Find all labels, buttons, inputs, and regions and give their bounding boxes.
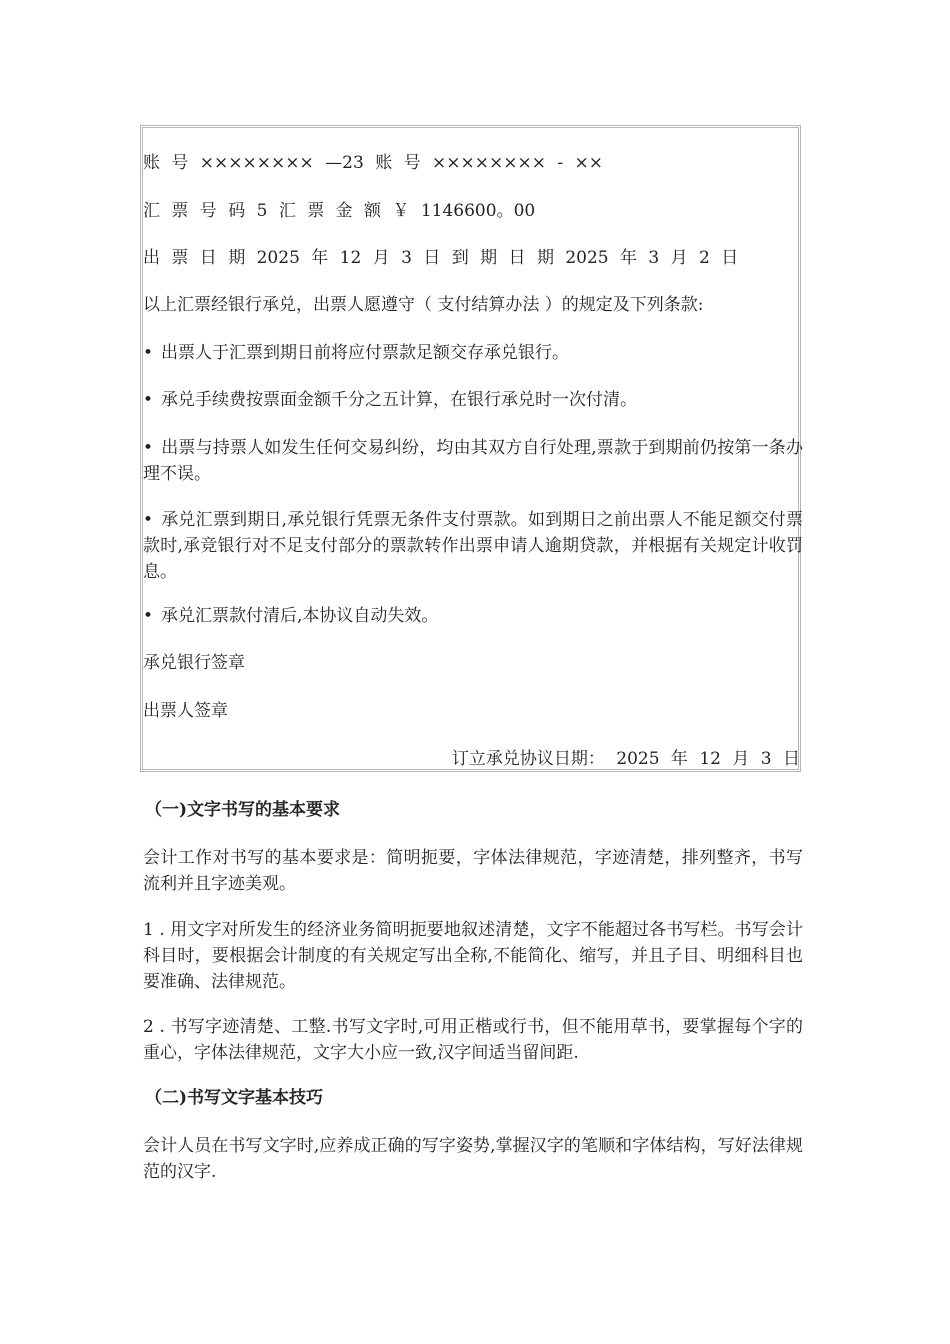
- bullet-icon: •: [143, 390, 154, 410]
- bullet-icon: •: [143, 606, 154, 626]
- section1-intro: 会计工作对书写的基本要求是：简明扼要，字体法律规范，字迹清楚，排列整齐，书写流利并且字迹美观。: [143, 848, 803, 894]
- clause-text: 出票与持票人如发生任何交易纠纷，均由其双方自行处理,票款于到期前仍按第一条办理不误。: [143, 438, 803, 484]
- bullet-icon: •: [143, 343, 154, 363]
- clause-text: 承兑汇票到期日,承兑银行凭票无条件支付票款。如到期日之前出票人不能足额交付票款时,承竞银行对不足支付部分的票款转作出票申请人逾期贷款，并根据有关规定计收罚息。: [143, 510, 803, 582]
- clause-2: [143, 387, 803, 413]
- clause-5: [143, 603, 803, 629]
- drawer-seal-label: 出票人签章: [143, 701, 228, 721]
- section1-item-1: 1 . 用文字对所发生的经济业务简明扼要地叙述清楚，文字不能超过各书写栏。书写会计科目时，要根据会计制度的有关规定写出全称,不能简化、缩写，并且子目、明细科目也要准确、法律规范。: [143, 920, 803, 992]
- clause-3: [143, 435, 803, 487]
- issue-date-line: 出 票 日 期 2025 年 12 月 3 日 到 期 日 期 2025 年 3 月 2 日: [143, 248, 739, 268]
- clause-text: 承兑手续费按票面金额千分之五计算，在银行承兑时一次付清。: [161, 390, 637, 410]
- bank-seal-label: 承兑银行签章: [143, 653, 245, 673]
- bullet-icon: •: [143, 438, 154, 458]
- terms-intro: 以上汇票经银行承兑，出票人愿遵守（ 支付结算办法 ）的规定及下列条款:: [143, 295, 704, 315]
- account-line: 账 号 ×××××××× —23 账 号 ×××××××× - ××: [143, 153, 604, 173]
- clause-text: 出票人于汇票到期日前将应付票款足额交存承兑银行。: [161, 343, 569, 363]
- clause-1: [143, 340, 803, 366]
- section-heading-1: （一)文字书写的基本要求: [145, 800, 341, 820]
- clause-text: 承兑汇票款付清后,本协议自动失效。: [161, 606, 439, 626]
- section-heading-2: （二)书写文字基本技巧: [145, 1088, 324, 1108]
- section2-body: 会计人员在书写文字时,应养成正确的写字姿势,掌握汉字的笔顺和字体结构，写好法律规范的汉字.: [143, 1136, 803, 1182]
- amount-line: 汇 票 号 码 5 汇 票 金 额 ￥ 1146600。00: [143, 201, 536, 221]
- section1-item-2: 2 . 书写字迹清楚、工整.书写文字时,可用正楷或行书，但不能用草书，要掌握每个字的重心，字体法律规范，文字大小应一致,汉字间适当留间距.: [143, 1017, 803, 1063]
- agreement-date: 订立承兑协议日期： 2025 年 12 月 3 日: [451, 749, 800, 769]
- clause-4: [143, 507, 803, 585]
- bullet-icon: •: [143, 510, 154, 530]
